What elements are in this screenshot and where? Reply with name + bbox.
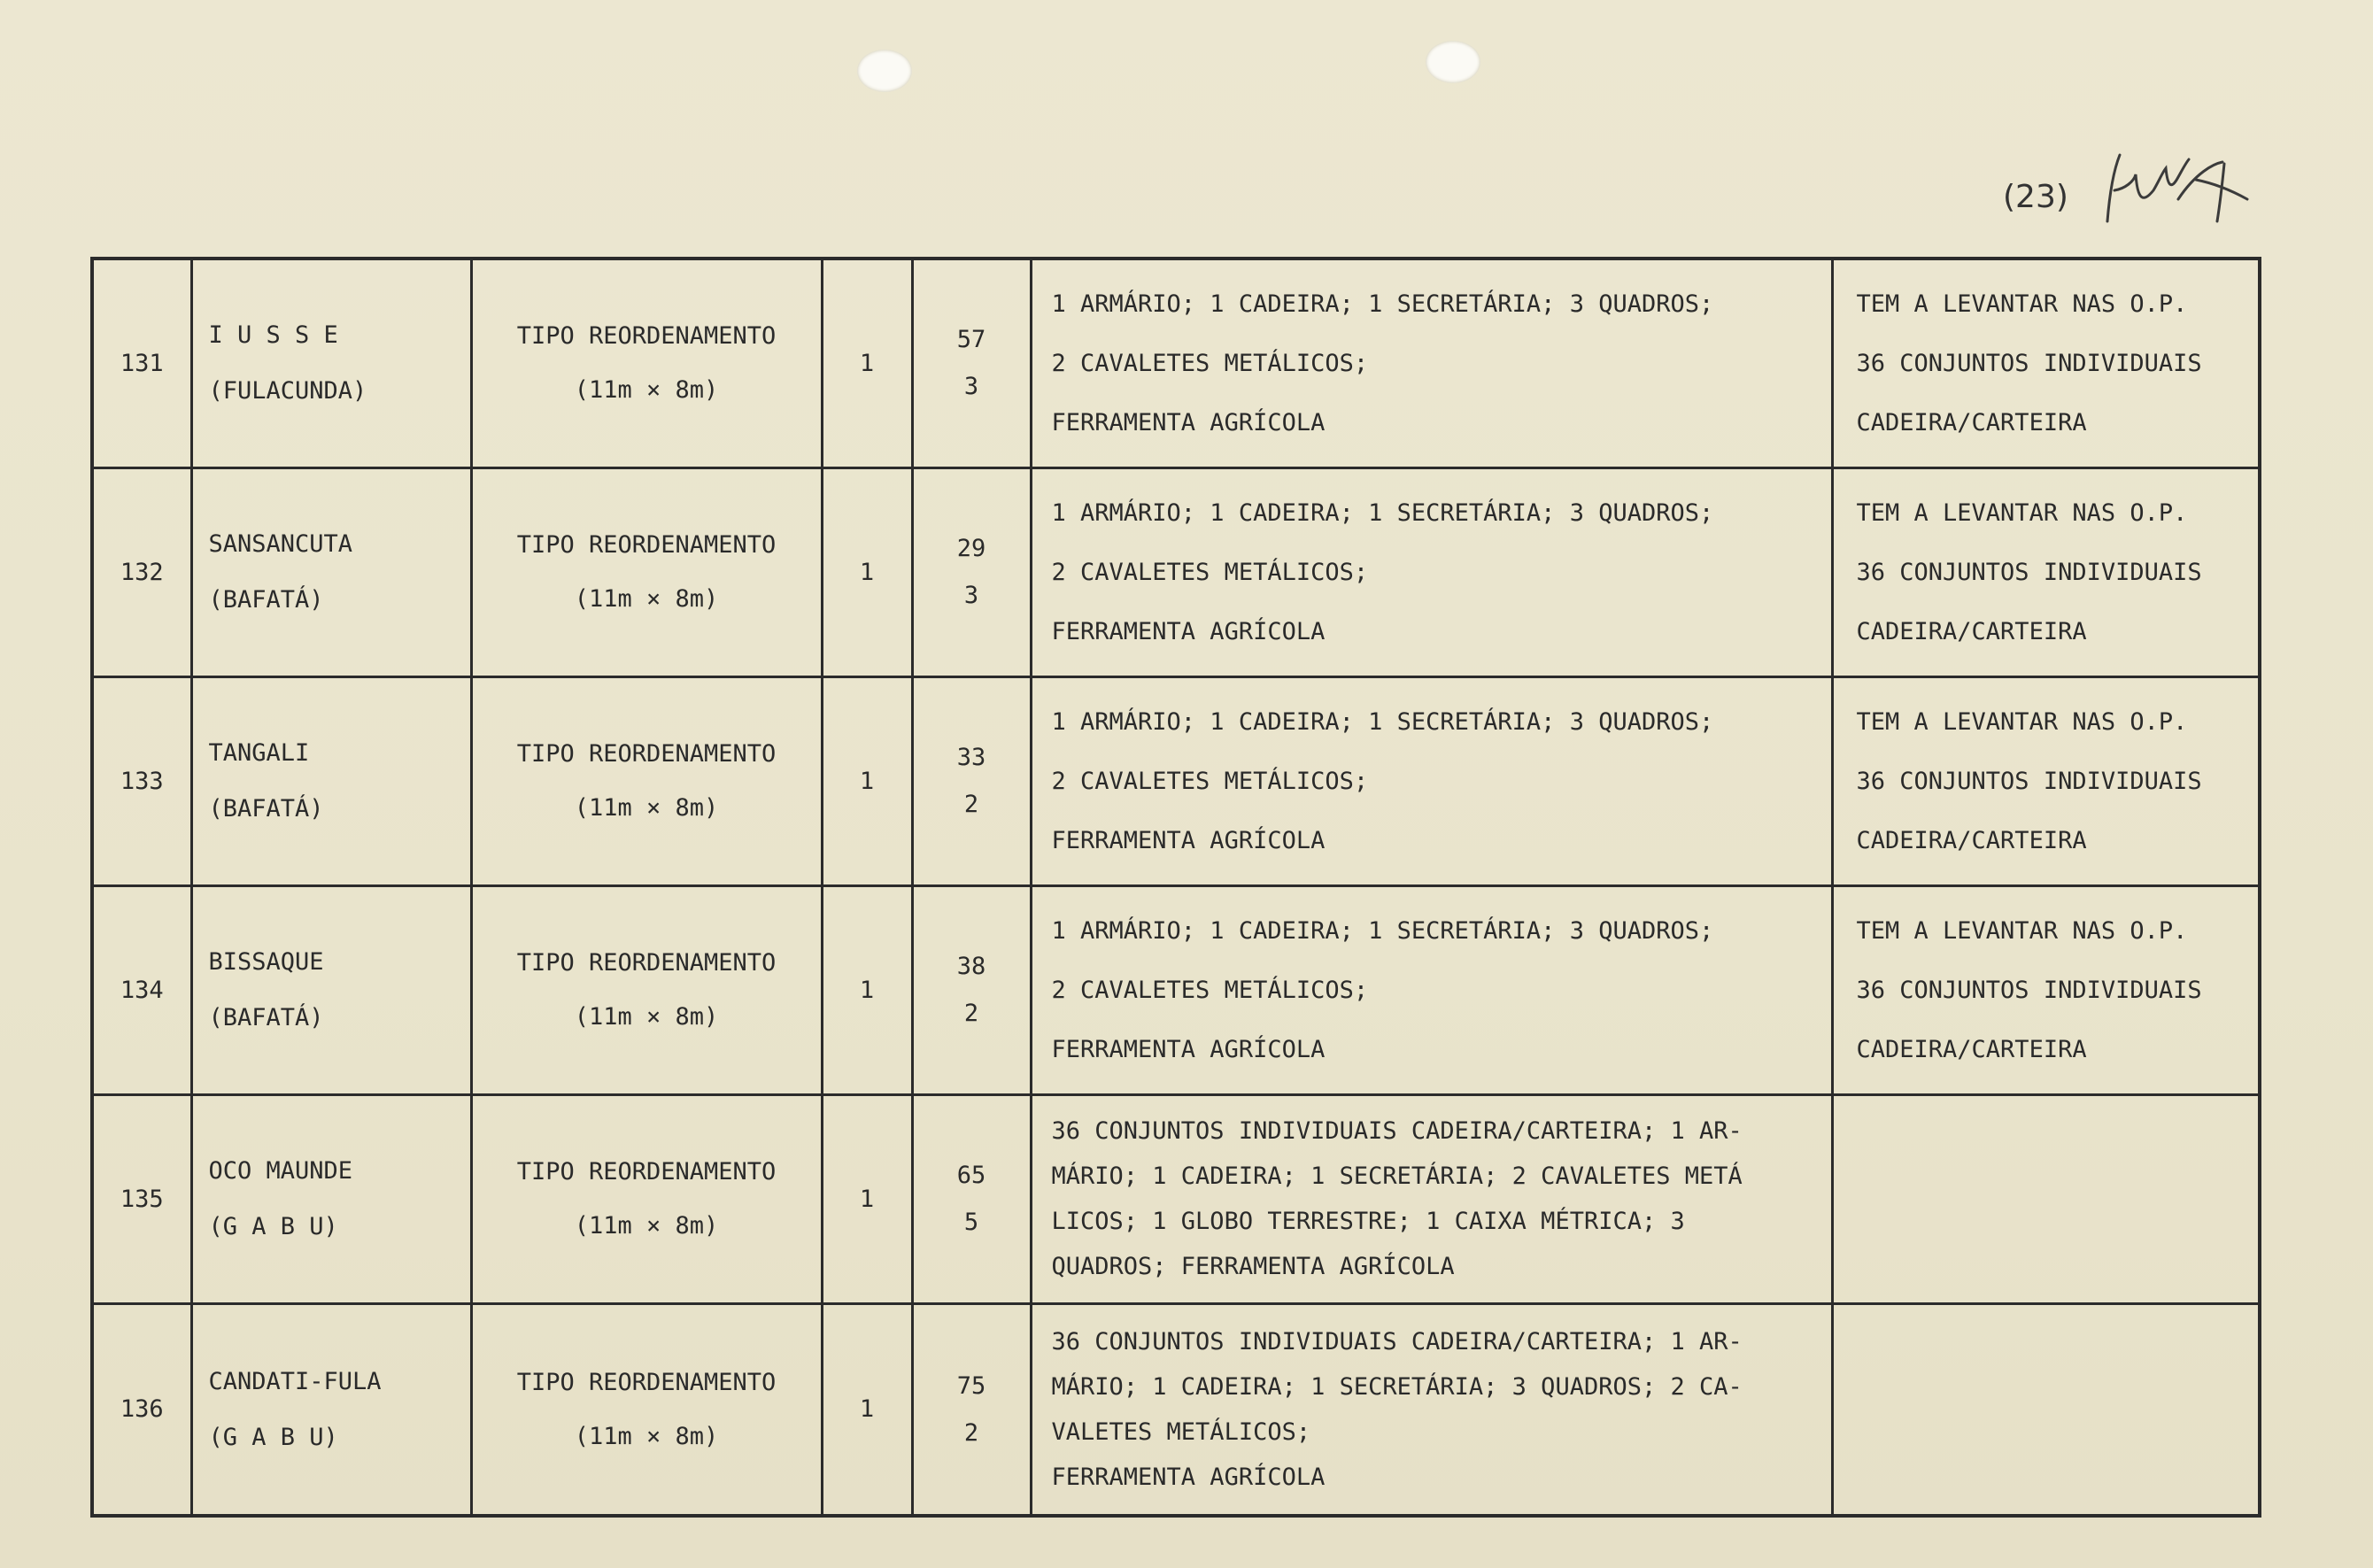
record-number <box>92 885 191 1094</box>
equipment-line: VALETES METÁLICOS; <box>1051 1417 1311 1446</box>
teacher-count-text: 2 <box>963 1418 979 1447</box>
notes <box>1832 885 2260 1094</box>
building-type <box>471 1303 822 1516</box>
building-type-text: TIPO REORDENAMENTO <box>516 531 777 559</box>
building-type-text: TIPO REORDENAMENTO <box>516 740 777 768</box>
record-number <box>92 1094 191 1303</box>
student-teacher-count <box>912 259 1031 467</box>
equipment-line: LICOS; 1 GLOBO TERRESTRE; 1 CAIXA MÉTRICA; 3 <box>1051 1208 1685 1235</box>
notes <box>1832 1094 2260 1303</box>
school-region-text: (BAFATÁ) <box>208 586 324 614</box>
record-number <box>92 467 191 676</box>
equipment-list <box>1031 885 1832 1094</box>
school-name-text: TANGALI <box>208 739 310 767</box>
school-name <box>191 259 471 467</box>
building-dimensions-text: (11m × 8m) <box>574 585 719 613</box>
school-name-text: SANSANCUTA <box>208 530 353 558</box>
table-row <box>92 1094 2260 1303</box>
building-type <box>471 885 822 1094</box>
notes-line: TEM A LEVANTAR NAS O.P. <box>1856 916 2188 945</box>
equipment-line: 2 CAVALETES METÁLICOS; <box>1051 976 1369 1004</box>
equipment-line: FERRAMENTA AGRÍCOLA <box>1051 1035 1326 1063</box>
notes <box>1832 676 2260 885</box>
record-number-text: 134 <box>120 976 164 1004</box>
student-count-text: 38 <box>956 953 986 980</box>
record-number <box>92 676 191 885</box>
equipment-line: FERRAMENTA AGRÍCOLA <box>1051 408 1326 436</box>
equipment-line: 2 CAVALETES METÁLICOS; <box>1051 349 1369 377</box>
notes <box>1832 1303 2260 1516</box>
school-region-text: (G A B U) <box>208 1213 338 1240</box>
notes-line: 36 CONJUNTOS INDIVIDUAIS <box>1856 349 2202 377</box>
notes-line <box>1857 1229 2250 1288</box>
table-row <box>92 1303 2260 1516</box>
equipment-list <box>1031 259 1832 467</box>
punch-hole-left <box>857 50 912 92</box>
equipment-list <box>1031 467 1832 676</box>
classroom-count-text: 1 <box>859 558 875 586</box>
classroom-count-text: 1 <box>859 767 875 795</box>
classroom-count-text: 1 <box>859 1395 875 1424</box>
student-count-text: 29 <box>956 535 986 562</box>
equipment-line: MÁRIO; 1 CADEIRA; 1 SECRETÁRIA; 2 CAVALETES METÁ <box>1051 1162 1743 1190</box>
classroom-count <box>822 259 912 467</box>
notes-line <box>1857 1379 2250 1439</box>
equipment-list <box>1031 1094 1832 1303</box>
school-name <box>191 1303 471 1516</box>
notes <box>1832 259 2260 467</box>
table-row <box>92 259 2260 467</box>
school-name <box>191 1094 471 1303</box>
notes-line: CADEIRA/CARTEIRA <box>1856 826 2087 854</box>
student-count-text: 75 <box>956 1371 986 1400</box>
school-region-text: (FULACUNDA) <box>208 377 367 406</box>
equipment-line: 1 ARMÁRIO; 1 CADEIRA; 1 SECRETÁRIA; 3 QUADROS; <box>1051 290 1714 318</box>
equipment-line: FERRAMENTA AGRÍCOLA <box>1051 617 1326 645</box>
building-dimensions-text: (11m × 8m) <box>574 376 719 405</box>
building-dimensions-text: (11m × 8m) <box>574 794 719 822</box>
building-type <box>471 467 822 676</box>
student-count-text: 57 <box>956 326 986 354</box>
school-name-text: I U S S E <box>208 321 338 350</box>
record-number-text: 131 <box>120 349 164 377</box>
school-name-text: CANDATI-FULA <box>208 1367 382 1395</box>
record-number-text: 133 <box>120 767 164 795</box>
handwritten-signature <box>2090 137 2267 243</box>
equipment-line: QUADROS; FERRAMENTA AGRÍCOLA <box>1051 1253 1455 1280</box>
teacher-count-text: 2 <box>963 791 979 818</box>
classroom-count <box>822 1094 912 1303</box>
classroom-count <box>822 467 912 676</box>
teacher-count-text: 3 <box>963 582 979 609</box>
notes <box>1832 467 2260 676</box>
equipment-line: 1 ARMÁRIO; 1 CADEIRA; 1 SECRETÁRIA; 3 QUADROS; <box>1051 707 1714 736</box>
building-type-text: TIPO REORDENAMENTO <box>516 1368 777 1396</box>
teacher-count-text: 2 <box>963 1000 979 1027</box>
building-dimensions-text: (11m × 8m) <box>574 1212 719 1240</box>
building-type <box>471 259 822 467</box>
classroom-count <box>822 885 912 1094</box>
building-type-text: TIPO REORDENAMENTO <box>516 949 777 977</box>
table-row <box>92 467 2260 676</box>
equipment-line: FERRAMENTA AGRÍCOLA <box>1051 1463 1326 1491</box>
school-name <box>191 467 471 676</box>
notes-line: CADEIRA/CARTEIRA <box>1856 617 2087 645</box>
notes-line: 36 CONJUNTOS INDIVIDUAIS <box>1856 976 2202 1004</box>
building-dimensions-text: (11m × 8m) <box>574 1422 719 1450</box>
equipment-line: 1 ARMÁRIO; 1 CADEIRA; 1 SECRETÁRIA; 3 QUADROS; <box>1051 498 1714 527</box>
school-region-text: (G A B U) <box>208 1423 338 1451</box>
student-count-text: 65 <box>956 1162 986 1189</box>
record-number-text: 132 <box>120 558 164 586</box>
equipment-list <box>1031 1303 1832 1516</box>
record-number <box>92 1303 191 1516</box>
notes-line: 36 CONJUNTOS INDIVIDUAIS <box>1856 558 2202 586</box>
building-type-text: TIPO REORDENAMENTO <box>516 1158 777 1186</box>
student-teacher-count <box>912 885 1031 1094</box>
student-teacher-count <box>912 1303 1031 1516</box>
classroom-count <box>822 1303 912 1516</box>
notes-line: 36 CONJUNTOS INDIVIDUAIS <box>1856 767 2202 795</box>
school-region-text: (BAFATÁ) <box>208 795 324 823</box>
school-name-text: OCO MAUNDE <box>208 1157 353 1185</box>
building-type-text: TIPO REORDENAMENTO <box>516 322 777 351</box>
punch-hole-right <box>1426 41 1480 83</box>
student-teacher-count <box>912 676 1031 885</box>
school-name-text: BISSAQUE <box>208 948 324 976</box>
equipment-line: 2 CAVALETES METÁLICOS; <box>1051 558 1369 586</box>
notes-line: TEM A LEVANTAR NAS O.P. <box>1856 290 2188 318</box>
classroom-count <box>822 676 912 885</box>
equipment-line: 1 ARMÁRIO; 1 CADEIRA; 1 SECRETÁRIA; 3 QUADROS; <box>1051 916 1714 945</box>
notes-line <box>1857 1110 2250 1170</box>
student-count-text: 33 <box>956 744 986 771</box>
notes-line: TEM A LEVANTAR NAS O.P. <box>1856 498 2188 527</box>
notes-line <box>1857 1439 2250 1498</box>
building-type <box>471 676 822 885</box>
record-number <box>92 259 191 467</box>
teacher-count-text: 3 <box>963 373 979 401</box>
equipment-line: 2 CAVALETES METÁLICOS; <box>1051 767 1369 795</box>
building-dimensions-text: (11m × 8m) <box>574 1003 719 1031</box>
notes-line: CADEIRA/CARTEIRA <box>1856 408 2087 436</box>
classroom-count-text: 1 <box>859 349 875 377</box>
teacher-count-text: 5 <box>963 1209 979 1236</box>
notes-line <box>1857 1170 2250 1229</box>
record-number-text: 136 <box>120 1395 164 1424</box>
classroom-count-text: 1 <box>859 976 875 1004</box>
student-teacher-count <box>912 467 1031 676</box>
student-teacher-count <box>912 1094 1031 1303</box>
notes-line: TEM A LEVANTAR NAS O.P. <box>1856 707 2188 736</box>
equipment-line: 36 CONJUNTOS INDIVIDUAIS CADEIRA/CARTEIRA; 1 AR- <box>1051 1117 1743 1145</box>
table-row <box>92 676 2260 885</box>
school-name <box>191 676 471 885</box>
record-number-text: 135 <box>120 1185 164 1213</box>
classroom-count-text: 1 <box>859 1185 875 1213</box>
equipment-line: 36 CONJUNTOS INDIVIDUAIS CADEIRA/CARTEIRA; 1 AR- <box>1051 1327 1743 1356</box>
schools-table <box>90 257 2261 1518</box>
building-type <box>471 1094 822 1303</box>
equipment-list <box>1031 676 1832 885</box>
school-name <box>191 885 471 1094</box>
notes-line: CADEIRA/CARTEIRA <box>1856 1035 2087 1063</box>
page-number: (23) <box>2003 179 2068 215</box>
equipment-line: FERRAMENTA AGRÍCOLA <box>1051 826 1326 854</box>
equipment-line: MÁRIO; 1 CADEIRA; 1 SECRETÁRIA; 3 QUADROS; 2 CA- <box>1051 1372 1743 1401</box>
notes-line <box>1857 1320 2250 1379</box>
table-row <box>92 885 2260 1094</box>
school-region-text: (BAFATÁ) <box>208 1004 324 1031</box>
